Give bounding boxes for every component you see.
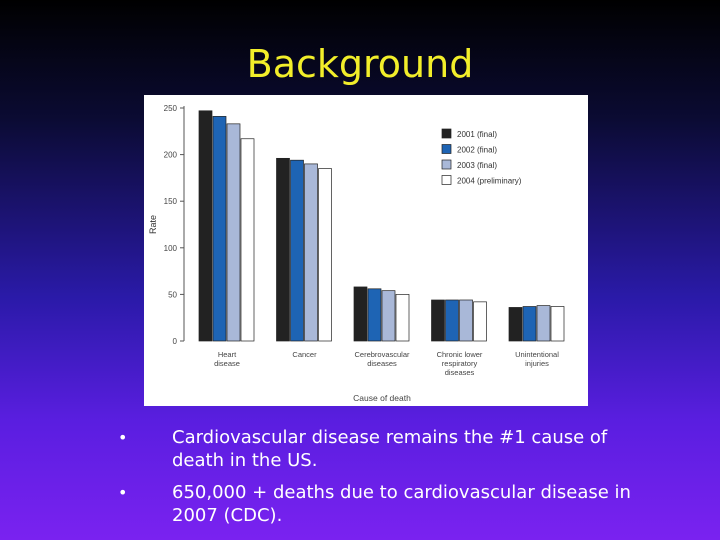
legend-swatch (442, 145, 451, 154)
bullet-dot: • (118, 428, 128, 447)
bar (213, 116, 226, 341)
x-tick-label: respiratory (441, 359, 478, 368)
legend-label: 2003 (final) (457, 161, 498, 170)
bar (460, 300, 473, 341)
chart-svg (144, 95, 588, 406)
y-tick-label: 100 (163, 243, 177, 253)
x-tick-label: Unintentional (515, 350, 559, 359)
y-tick-label: 0 (172, 337, 177, 346)
legend-label: 2002 (final) (457, 145, 498, 155)
y-tick-label: 200 (163, 150, 177, 160)
legend-swatch (442, 129, 451, 138)
bullet-list (118, 426, 638, 536)
bar (432, 300, 445, 341)
x-tick-label: diseases (444, 368, 475, 377)
x-tick-label: Chronic lower (436, 350, 483, 359)
y-axis-label: Rate (148, 214, 158, 235)
bar (368, 289, 381, 341)
y-tick-label: 250 (163, 104, 177, 113)
slide-title: Background (246, 42, 474, 86)
bullet-text: Cardiovascular disease remains the #1 cause of death in the US. (172, 427, 608, 471)
x-tick-label: Cancer (292, 350, 317, 359)
bar (551, 307, 564, 341)
x-tick-label: injuries (525, 359, 549, 368)
y-tick-label: 150 (163, 197, 177, 207)
x-axis-label: Cause of death (353, 393, 411, 403)
bar (199, 111, 212, 341)
legend-label: 2004 (preliminary) (457, 176, 522, 186)
bullet-item (118, 426, 638, 472)
bar (277, 158, 290, 341)
x-tick-label: Heart (217, 350, 237, 359)
bar (509, 307, 522, 341)
bar (446, 300, 459, 341)
bar (382, 291, 395, 341)
bar (227, 124, 240, 341)
y-tick-label: 50 (168, 290, 177, 300)
bar (241, 139, 254, 341)
bullet-item (118, 481, 638, 527)
legend-swatch (442, 176, 451, 185)
bar (396, 294, 409, 341)
bar (305, 164, 318, 341)
bar-chart (144, 95, 588, 406)
bar (319, 169, 332, 341)
bar (291, 160, 304, 341)
bar (537, 306, 550, 341)
bullet-text: 650,000 + deaths due to cardiovascular disease in 2007 (CDC). (172, 482, 631, 526)
bar (474, 302, 487, 341)
bar (523, 307, 536, 341)
legend-label: 2001 (final) (457, 130, 498, 139)
x-tick-label: disease (214, 359, 240, 368)
legend-swatch (442, 160, 451, 169)
x-tick-label: Cerebrovascular (354, 350, 410, 359)
bullet-dot: • (118, 483, 128, 502)
bar (354, 287, 367, 341)
x-tick-label: diseases (367, 359, 397, 368)
